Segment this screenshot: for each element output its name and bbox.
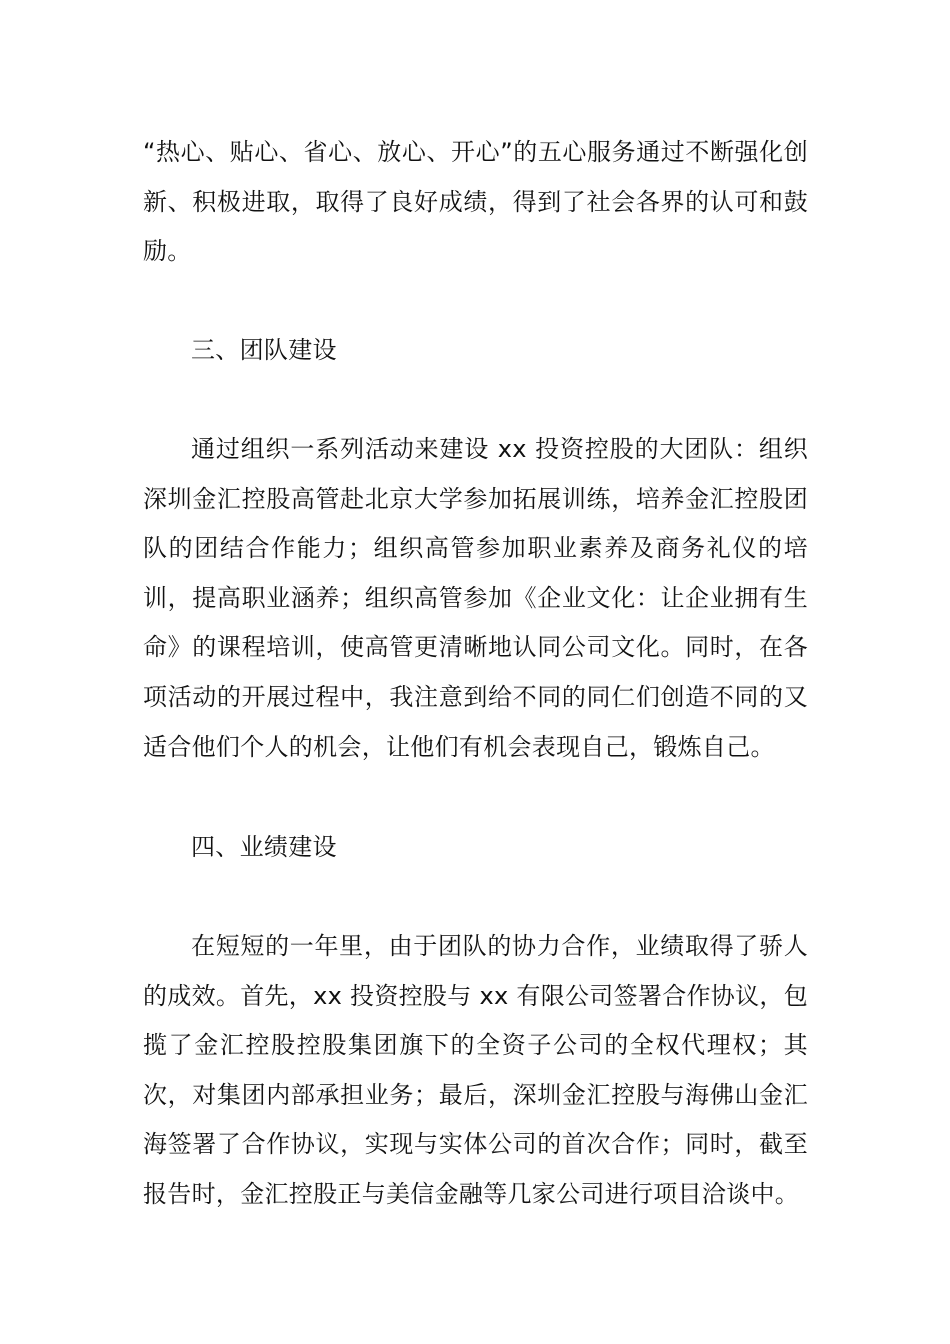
section-three-paragraph: 通过组织一系列活动来建设 xx 投资控股的大团队：组织深圳金汇控股高管赴北京大学参加拓展训练，培养金汇控股团队的团结合作能力；组织高管参加职业素养及商务礼仪的培训，提高职业涵养；组织高管参加《企业文化：让企业拥有生命》的课程培训，使高管更清晰地认同公司文化。同时，在各项活动的开展过程中，我注意到给不同的同仁们创造不同的又适合他们个人的机会，让他们有机会表现自己，锻炼自己。 bbox=[143, 435, 808, 761]
section-three-heading: 三、团队建设 bbox=[191, 336, 337, 364]
section-four-heading: 四、业绩建设 bbox=[191, 833, 337, 861]
section-four-paragraph: 在短短的一年里，由于团队的协力合作，业绩取得了骄人的成效。首先，xx 投资控股与 xx 有限公司签署合作协议，包揽了金汇控股控股集团旗下的全资子公司的全权代理权；其次，对集团内部承担业务；最后，深圳金汇控股与海佛山金汇海签署了合作协议，实现与实体公司的首次合作；同时，截至报告时，金汇控股正与美信金融等几家公司进行项目洽谈中。 bbox=[143, 932, 808, 1208]
intro-paragraph: “热心、贴心、省心、放心、开心”的五心服务通过不断强化创新、积极进取，取得了良好成绩，得到了社会各界的认可和鼓励。 bbox=[143, 138, 808, 266]
